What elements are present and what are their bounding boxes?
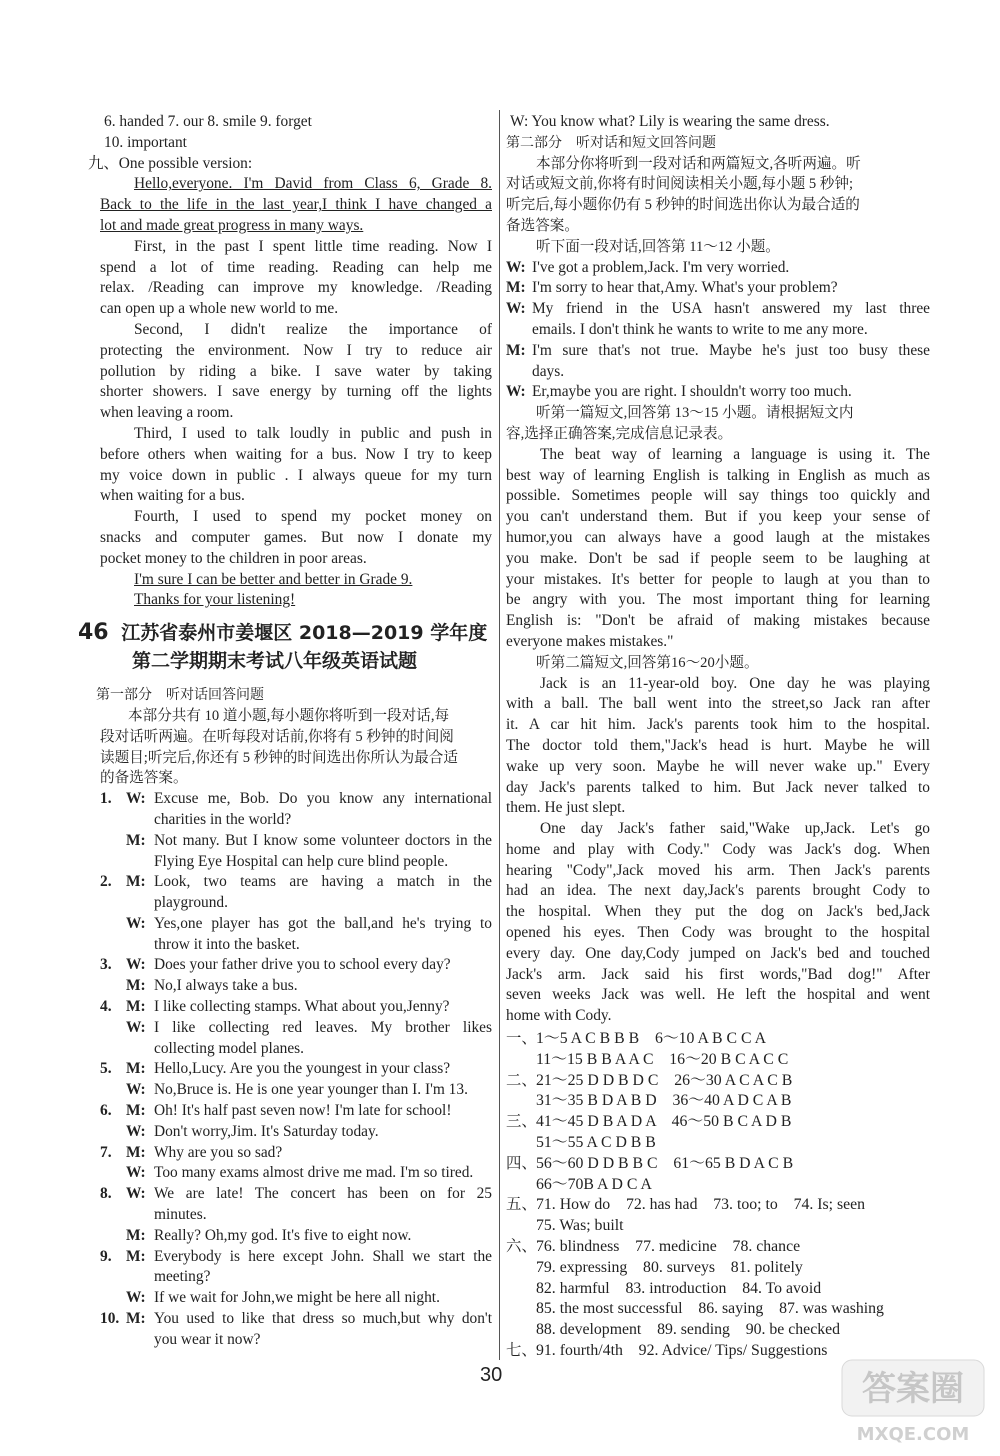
dialogue-text: throw it into the basket. [154,935,300,953]
speaker-label [126,852,154,873]
exam-title [78,619,492,647]
question-number [100,1267,126,1288]
speaker-label [126,1039,154,1060]
dialogue-text: Oh! It's half past seven now! I'm late for school! [154,1102,452,1120]
question-number: 2. [100,873,112,891]
question-number [100,1039,126,1060]
speaker-label: M: [126,1310,146,1328]
essay-line: I'm sure I can be better and better in Grade 9. [134,570,413,588]
passage-line: opened his eyes. Then Cody was brought to the hospital [506,924,930,942]
answer-row [506,1216,930,1237]
answer-text: 21～25 D D B D C 26～30 A C A C B [536,1071,793,1089]
speaker-label: M: [126,1226,146,1244]
passage-line: The doctor told them,"Jack's head is hurt. Maybe he will [506,736,930,754]
dialogue-row [100,914,492,935]
dialogue-text: Don't worry,Jim. It's Saturday today. [154,1122,379,1140]
dialogue-text: Does your father drive you to school every day? [154,956,451,974]
dialogue-text: collecting model planes. [154,1039,305,1057]
conversation-row [506,278,930,299]
exam-title-line2: 第二学期期末考试八年级英语试题 [132,650,418,673]
dialogue-text: No,I always take a bus. [154,977,298,995]
speaker-label: M: [506,341,526,359]
question-number [100,976,126,997]
part1-heading: 第一部分 听对话回答问题 [96,687,264,704]
page-number: 30 [480,1364,503,1386]
column-divider [499,110,500,1360]
exam-title-line1: 江苏省泰州市姜堰区 2018—2019 学年度 [121,622,488,645]
speaker-label: M: [126,998,146,1016]
passage-line: wake up very soon. Maybe he will never wake up." Every [506,757,930,775]
question-number: 10. [100,1310,120,1328]
speaker-label: M: [126,977,146,995]
dialogue-row [100,1163,492,1184]
passage-line: day Jack's parents talked to him. But Jack never talked to [506,778,930,796]
question-number: 3. [100,956,112,974]
conversation-text: My friend in the USA hasn't answered my last three [532,300,930,318]
intro-line: 听完后,每小题你仍有 5 秒钟的时间选出你认为最合适的 [506,197,860,214]
essay-line: can open up a whole new world to me. [100,300,339,318]
passage-line: seven weeks Jack was well. He left the hospital and went [506,986,930,1004]
speaker-label [126,1267,154,1288]
passage2-intro: 听第二篇短文,回答第16～20小题。 [536,654,759,671]
dialogue-text: No,Bruce is. He is one year younger than I. I'm 13. [154,1081,468,1099]
dialogue-text: I like collecting stamps. What about you,Jenny? [154,998,450,1016]
left-column [78,112,492,1351]
answer-section-label [506,1216,536,1237]
dialogue-row [100,1205,492,1226]
dialogue-text: Flying Eye Hospital can help cure blind people. [154,852,449,870]
speaker-label: M: [126,1143,146,1161]
answer-text: 71. How do 72. has had 73. too; to 74. Is; seen [536,1196,866,1214]
essay-line: shorter showers. I save energy by turning off the lights [100,383,492,401]
part2-intro [506,154,930,258]
right-column [506,112,930,1362]
section-nine-label: 九、One possible version: [88,154,253,172]
dialogue-text: Not many. But I know some volunteer doctors in the [154,831,492,849]
speaker-label: W: [126,1018,146,1036]
speaker-label [126,1205,154,1226]
answer-text: 85. the most successful 86. saying 87. was washing [536,1300,884,1318]
answer-text: 1～5 A C B B B 6～10 A B C C A [536,1030,766,1048]
speaker-label [126,810,154,831]
answer-line: 10. important [104,133,187,151]
passage-line: Jack is an 11-year-old boy. One day he was playing [540,674,930,692]
dialogue-text: you wear it now? [154,1330,261,1348]
question-number: 5. [100,1060,112,1078]
essay-line: spend a lot of time reading. Reading can help me [100,258,492,276]
speaker-label: M: [506,279,526,297]
answer-section-label [506,1258,536,1279]
speaker-label: M: [126,1247,146,1265]
conversation-text: I'm sorry to hear that,Amy. What's your problem? [532,279,838,297]
answer-row [506,1112,930,1133]
answer-text: 56～60 D D B B C 61～65 B D A C B [536,1154,794,1172]
essay-line: Hello,everyone. I'm David from Class 6, Grade 8. [134,175,492,193]
dialogue-row [100,935,492,956]
answer-text: 75. Was; built [536,1217,624,1235]
intro-line: 听第一篇短文,回答第 13～15 小题。请根据短文内 [536,405,854,422]
essay-line: First, in the past I spent little time reading. Now I [134,237,492,255]
essay-line: pocket money to the children in poor areas. [100,549,367,567]
passage-line: with a ball. The ball went into the street,so Jack ran after [506,695,930,713]
question-number [100,831,126,852]
question-number: 4. [100,998,112,1016]
answer-section-label: 一、 [506,1030,537,1048]
conversation-text: days. [532,362,565,380]
question-number [100,1226,126,1247]
answer-text: 66～70B A D C A [536,1175,652,1193]
dialogue-row [100,1226,492,1247]
speaker-label: W: [126,1185,146,1203]
dialogue-text: Yes,one player has got the ball,and he's trying to [154,914,492,932]
passage-line: be angry with you. The most important thing for learning [506,591,930,609]
dialogue-row [100,1101,492,1122]
intro-line: 对话或短文前,你将有时间阅读相关小题,每小题 5 秒钟; [506,176,854,193]
essay-line: my voice down in public . I always queue for my turn [100,466,492,484]
passage-line: every day. One day,Cody jumped on Jack's bed and touched [506,944,930,962]
dialogue-row [100,1330,492,1351]
answer-section-label: 五、 [506,1196,537,1214]
watermark-url: MXQE.COM [856,1424,970,1445]
answer-section-label [506,1050,536,1071]
question-number [100,1288,126,1309]
speaker-label: W: [126,790,146,808]
answer-row [506,1154,930,1175]
question-number [100,1205,126,1226]
answer-section-label: 六、 [506,1238,537,1256]
question-number: 8. [100,1185,112,1203]
dialogue-text: Hello,Lucy. Are you the youngest in your class? [154,1060,451,1078]
passage-line: them. He just slept. [506,799,626,817]
dialogue-text: Look, two teams are having a match in the [154,873,492,891]
dialogue-row [100,1122,492,1143]
speaker-label: W: [126,1164,146,1182]
question-number [100,1330,126,1351]
watermark-text: 答案圈 [862,1369,964,1409]
answer-key [506,1029,930,1362]
question-number [100,852,126,873]
dialogue-text: If we wait for John,we might be here all night. [154,1289,440,1307]
passage-line: best way of learning English is talking in English as much as [506,466,930,484]
answer-section-label [506,1133,536,1154]
dialogue-text: You used to like that dress so much,but why don't [154,1310,492,1328]
answer-row [506,1258,930,1279]
dialogue-row [100,893,492,914]
passage-line: it. A car hit him. Jack's parents took him to the hospital. [506,716,930,734]
question-number [100,1018,126,1039]
dialogue-text: Everybody is here except John. Shall we start the [154,1247,492,1265]
speaker-label: W: [126,956,146,974]
answer-row [506,1320,930,1341]
intro-line: 本部分共有 10 道小题,每小题你将听到一段对话,每 [128,707,450,724]
passage-line: your mistakes. It's better for people to laugh at you than to [506,570,930,588]
watermark-logo [838,1356,988,1446]
intro-line: 段对话听两遍。在听每段对话前,你将有 5 秒钟的时间阅 [100,728,454,745]
conversation-row [506,299,930,320]
conversation-row [506,320,930,341]
question-number [100,1163,126,1184]
dialogue-row [100,1267,492,1288]
answer-section-label [506,1299,536,1320]
conversation-text: I'm sure that's not true. Maybe he's just too busy these [532,341,930,359]
answer-row [506,1299,930,1320]
dialogue-text: I like collecting red leaves. My brother likes [154,1018,492,1036]
dialogue-text: Why are you so sad? [154,1143,283,1161]
answer-text: 41～45 D B A D A 46～50 B C A D B [536,1113,792,1131]
exam-number: 46 [78,620,109,646]
speaker-label: M: [126,1102,146,1120]
dialogue-row [100,997,492,1018]
question-number: 1. [100,790,112,808]
speaker-label [506,362,532,383]
dialogues [100,789,492,1351]
question-number [100,1122,126,1143]
dialogue-row [100,1018,492,1039]
answer-row [506,1175,930,1196]
part1-intro [100,706,492,789]
conversation-intro: 听下面一段对话,回答第 11～12 小题。 [536,238,780,255]
answer-text: 82. harmful 83. introduction 84. To avoid [536,1279,822,1297]
intro-line: 本部分你将听到一段对话和两篇短文,各听两遍。听 [536,155,861,172]
essay-line: relax. /Reading can improve my knowledge. /Reading [100,279,492,297]
speaker-label: W: [126,1289,146,1307]
answer-text: 88. development 89. sending 90. be checked [536,1321,841,1339]
intro-line: 的备选答案。 [100,770,188,787]
question-number [100,914,126,935]
passage1 [506,445,930,653]
essay-line: Third, I used to talk loudly in public and push in [134,424,492,442]
answer-row [506,1237,930,1258]
speaker-label: W: [126,914,146,932]
speaker-label: M: [126,831,146,849]
answer-text: 51～55 A C D B B [536,1134,656,1152]
speaker-label: W: [126,1122,146,1140]
passage-line: you make. Don't be sad if people seem to be laughing at [506,549,930,567]
dialogue-text: We are late! The concert has been on for 25 [154,1185,492,1203]
answer-text: 11～15 B B A A C 16～20 B C A C C [536,1050,789,1068]
speaker-label: W: [126,1081,146,1099]
answer-section-label [506,1279,536,1300]
essay [100,174,492,611]
passage-line: everyone makes mistakes." [506,632,674,650]
answer-section-label: 四、 [506,1154,537,1172]
dialogue-text: Really? Oh,my god. It's five to eight now. [154,1226,412,1244]
answer-row [506,1050,930,1071]
essay-line: pollution by riding a bike. I save water by taking [100,362,492,380]
answer-text: 31～35 B D A B D 36～40 A D C A B [536,1092,792,1110]
question-number: 9. [100,1247,112,1265]
speaker-label: M: [126,873,146,891]
passage2 [506,674,930,1028]
conversation-text: Er,maybe you are right. I shouldn't worry too much. [532,383,852,401]
speaker-label [126,935,154,956]
dialogue-row [100,852,492,873]
dialogue-row [100,955,492,976]
passage1-intro [506,403,930,445]
conversation [506,258,930,404]
dialogue-text: Too many exams almost drive me mad. I'm so tired. [154,1164,474,1182]
essay-line: protecting the environment. Now I try to reduce air [100,341,492,359]
dialogue-text: charities in the world? [154,810,292,828]
dialogue-row [100,1309,492,1330]
dialogue-text: Excuse me, Bob. Do you know any international [154,790,492,808]
speaker-label [506,320,532,341]
essay-line: Second, I didn't realize the importance of [134,320,492,338]
essay-line: Thanks for your listening! [134,591,296,609]
conversation-row [506,258,930,279]
question-number [100,1080,126,1101]
conversation-row [506,341,930,362]
answer-section-label: 七、 [506,1342,537,1360]
answer-row [506,1279,930,1300]
passage-line: One day Jack's father said,"Wake up,Jack. Let's go [540,820,930,838]
speaker-label: M: [126,1060,146,1078]
conversation-text: I've got a problem,Jack. I'm very worried. [532,258,790,276]
question-number [100,810,126,831]
speaker-label: W: [506,258,526,276]
answer-section-label [506,1091,536,1112]
essay-line: when waiting for a bus. [100,487,245,505]
speaker-label [126,893,154,914]
question-number: 6. [100,1102,112,1120]
essay-line: snacks and computer games. But now I donate my [100,528,492,546]
dialogue-row [100,1288,492,1309]
passage-line: hearing "Cody",Jack moved his arm. Then Jack's parents [506,861,930,879]
dialogue-row [100,1184,492,1205]
dialogue-text: minutes. [154,1206,207,1224]
question-number: 7. [100,1143,112,1161]
dialogue-row [100,1247,492,1268]
part2-heading: 第二部分 听对话和短文回答问题 [506,134,716,151]
dialogue-row [100,1080,492,1101]
speaker-label: W: [506,383,526,401]
essay-line: Back to the life in the last year,I think I have changed a [100,196,492,214]
intro-line: 容,选择正确答案,完成信息记录表。 [506,425,733,442]
answer-text: 79. expressing 80. surveys 81. politely [536,1258,803,1276]
passage-line: you can't understand them. But if you keep your sense of [506,508,930,526]
essay-line: Fourth, I used to spend my pocket money on [134,508,492,526]
intro-line: 备选答案。 [506,217,579,234]
passage-line: home and play with Cody." Cody was Jack's dog. When [506,840,930,858]
passage-line: home with Cody. [506,1007,612,1025]
answer-row [506,1091,930,1112]
question-number [100,935,126,956]
conversation-text: emails. I don't think he wants to write to me any more. [532,320,868,338]
dialogue-row [100,810,492,831]
dialogue-text: playground. [154,894,228,912]
passage-line: possible. Sometimes people will say things too quickly and [506,487,930,505]
answer-line: 6. handed 7. our 8. smile 9. forget [104,113,312,130]
speaker-label [126,1330,154,1351]
passage-line: humor,you can always have a good laugh at the mistakes [506,528,930,546]
passage-line: Jack's arm. Jack said his first words,"Bad dog!" After [506,965,930,983]
essay-line: when leaving a room. [100,404,234,422]
dialogue-row [100,976,492,997]
passage-line: English is: "Don't be afraid of making mistakes because [506,612,930,630]
dialogue-row [100,789,492,810]
intro-line: 读题目;听完后,你还有 5 秒钟的时间选出你所认为最合适 [100,749,458,766]
conversation-row [506,382,930,403]
answer-text: 91. fourth/4th 92. Advice/ Tips/ Suggestions [536,1342,828,1360]
conversation-row [506,362,930,383]
dialogue-row [100,1143,492,1164]
passage-line: The beat way of learning a language is using it. The [540,445,930,463]
dialogue-text: meeting? [154,1268,211,1286]
answer-section-label: 二、 [506,1071,537,1089]
answer-section-label: 三、 [506,1113,537,1131]
speaker-label: W: [506,300,526,318]
dialogue-line: W: You know what? Lily is wearing the same dress. [510,113,830,130]
passage-line: the hospital. When they put the dog on Jack's bed,Jack [506,903,930,921]
answer-row [506,1133,930,1154]
passage-line: had an idea. The next day,Jack's parents brought Cody to [506,882,930,900]
dialogue-row [100,1059,492,1080]
essay-line: before others when waiting for a bus. Now I try to keep [100,445,492,463]
dialogue-row [100,1039,492,1060]
answer-row [506,1195,930,1216]
dialogue-row [100,872,492,893]
answer-row [506,1029,930,1050]
dialogue-row [100,831,492,852]
question-number [100,893,126,914]
answer-row [506,1071,930,1092]
essay-line: lot and made great progress in many ways. [100,216,364,234]
answer-text: 76. blindness 77. medicine 78. chance [536,1238,801,1256]
answer-section-label [506,1320,536,1341]
answer-section-label [506,1175,536,1196]
